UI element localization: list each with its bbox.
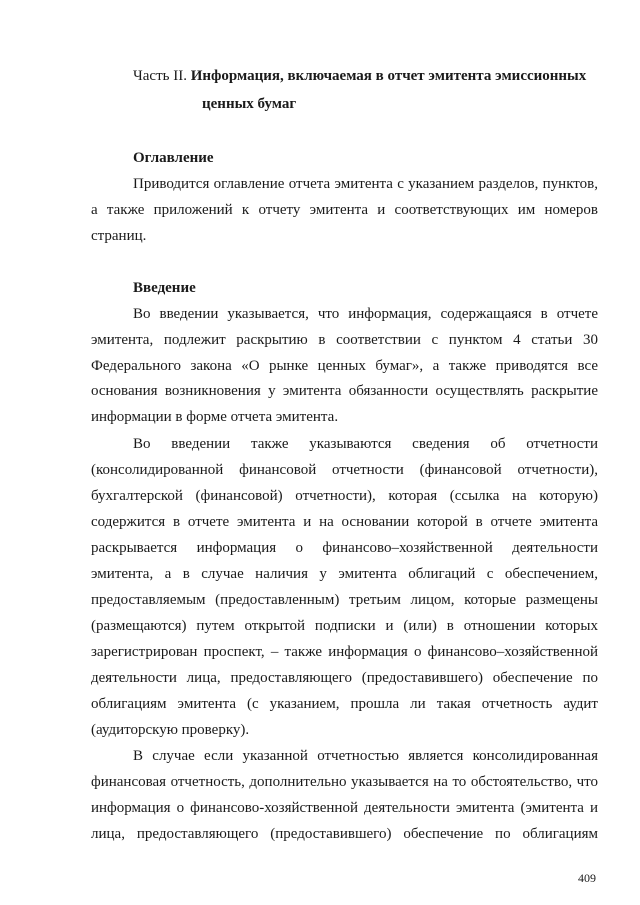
intro-p1-line-5: информации в форме отчета эмитента. [91, 409, 339, 425]
intro-p2-line-1: Во введении также указываются сведения об отчетности [133, 436, 598, 452]
intro-p2-line-10: деятельности лица, предоставляющего (предоставившего) обеспечение по [91, 670, 598, 686]
intro-p2-line-9: зарегистрирован проспект, – также информация о финансово–хозяйственной [91, 644, 598, 660]
intro-p3-line-3: информация о финансово-хозяйственной деятельности эмитента (эмитента и [91, 800, 598, 816]
intro-p1-line-2: эмитента, подлежит раскрытию в соответствии с пунктом 4 статьи 30 [91, 332, 598, 348]
intro-p1-line-4: основания возникновения у эмитента обязанности осуществлять раскрытие [91, 383, 598, 399]
part-title-line-1 [133, 66, 586, 86]
part-title-line-2: ценных бумаг [202, 96, 297, 112]
intro-heading: Введение [133, 280, 196, 296]
toc-line-2: а также приложений к отчету эмитента и соответствующих им номеров [91, 202, 598, 218]
intro-p1-line-1: Во введении указывается, что информация, содержащаяся в отчете [133, 306, 598, 322]
intro-p3-line-1: В случае если указанной отчетностью является консолидированная [133, 748, 598, 764]
intro-p2-line-2: (консолидированной финансовой отчетности (финансовой отчетности), [91, 462, 598, 478]
intro-p3-line-4: лица, предоставляющего (предоставившего) обеспечение по облигациям [91, 826, 598, 842]
page-number: 409 [578, 871, 596, 885]
intro-p2-line-5: раскрывается информация о финансово–хозяйственной деятельности [91, 540, 598, 556]
intro-p2-line-7: предоставляемым (предоставленным) третьим лицом, которые размещены [91, 592, 598, 608]
toc-heading: Оглавление [133, 150, 214, 166]
part-title: Информация, включаемая в отчет эмитента эмиссионных [190, 68, 587, 84]
intro-p2-line-8: (размещаются) путем открытой подписки и (или) в отношении которых [91, 618, 598, 634]
intro-p2-line-6: эмитента, а в случае наличия у эмитента облигаций с обеспечением, [91, 566, 598, 582]
toc-line-3: страниц. [91, 228, 147, 244]
toc-line-1: Приводится оглавление отчета эмитента с указанием разделов, пунктов, [133, 176, 598, 192]
part-prefix: Часть II. [133, 68, 187, 84]
intro-p2-line-4: содержится в отчете эмитента и на основании которой в отчете эмитента [91, 514, 598, 530]
intro-p2-line-11: облигациям эмитента (с указанием, прошла ли такая отчетность аудит [91, 696, 598, 712]
intro-p3-line-2: финансовая отчетность, дополнительно указывается на то обстоятельство, что [91, 774, 598, 790]
intro-p1-line-3: Федерального закона «О рынке ценных бумаг», а также приводятся все [91, 358, 598, 374]
intro-p2-line-12: (аудиторскую проверку). [91, 722, 250, 738]
intro-p2-line-3: бухгалтерской (финансовой) отчетности), которая (ссылка на которую) [91, 488, 598, 504]
